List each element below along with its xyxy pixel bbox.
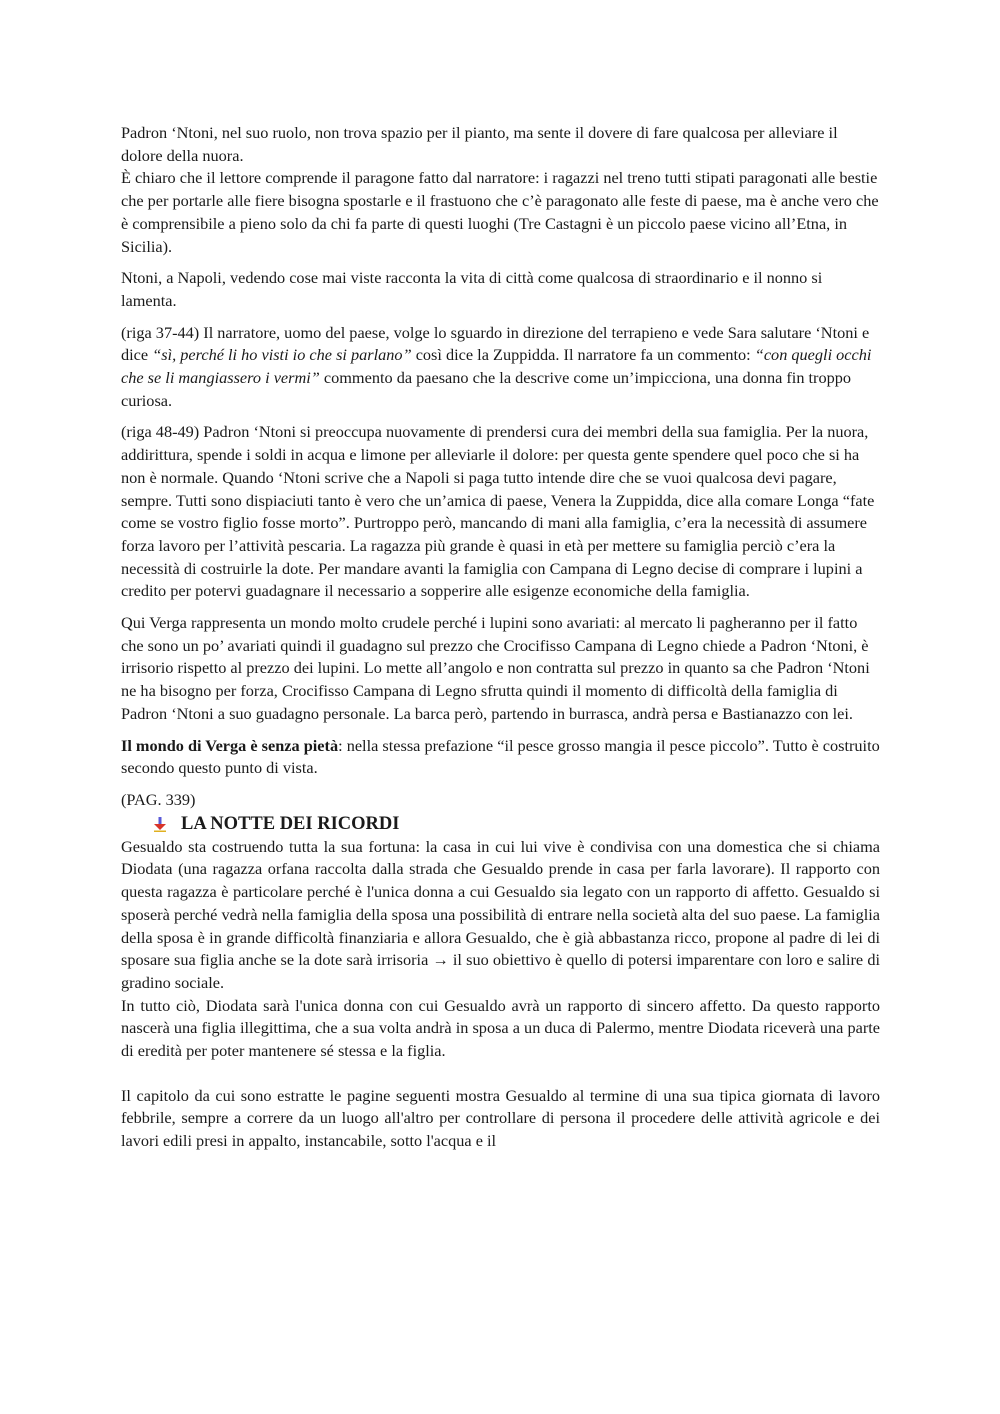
paragraph-napoli: Ntoni, a Napoli, vedendo cose mai viste racconta la vita di città come qualcosa di straordinario e il nonno si lamenta. <box>121 268 823 310</box>
paragraph-riga-48-49: (riga 48-49) Padron ‘Ntoni si preoccupa nuovamente di prendersi cura dei membri della sua famiglia. Per la nuora, addirittura, spende i soldi in acqua e limone per alleviarle il dolore: per questa gente spendere quel poco che si ha non è normale. Quando ‘Ntoni scrive che a Napoli si paga tutto intende dire che se vuoi qualcosa devi pagare, sempre. Tutti sono dispiaciuti tanto è vero che un’amica di paese, Venera la Zuppidda, dice alla comare Longa “fate come se vostro figlio fosse morto”. Purtroppo però, mancando di mani alla famiglia, c’era la necessità di assumere forza lavoro per l’attività pescaria. La ragazza più grande è quasi in età per mettere su famiglia perciò c’era la necessità di costruirle la dote. Per mandare avanti la famiglia con Campana di Legno decise di comprare i lupini a credito per potervi guadagnare il necessario a sopperire alle esigenze economiche della famiglia. <box>121 422 875 601</box>
paragraph-gesualdo-fortuna: Gesualdo sta costruendo tutta la sua fortuna: la casa in cui lui vive è condivisa con una domestica che si chiama Diodata (una ragazza orfana raccolta dalla strada che Gesualdo prende in casa per farla lavorare). Il rapporto con questa ragazza è particolare perché è l'unica donna a cui Gesualdo sia legato con un rapporto di affetto. Gesualdo si sposerà perché vedrà nella famiglia della sposa una possibilità di entrare nella società alta del suo paese. La famiglia della sposa è in grande difficoltà finanziaria e allora Gesualdo, che è già abbastanza ricco, propone al padre di lei di sposare sua figlia anche se la dote sarà irrisoria → il suo obiettivo è quello di potersi imparentare con loro e salire di gradino sociale. <box>121 836 880 992</box>
page-reference: (PAG. 339) <box>121 789 196 809</box>
arrow-down-bullet-icon <box>153 816 167 832</box>
paragraph-verga-crudele: Qui Verga rappresenta un mondo molto crudele perché i lupini sono avariati: al mercato li pagheranno per il fatto che sono un po’ avariati quindi il guadagno sul prezzo che Crocifisso Campana di Legno chiede a Padron ‘Ntoni, è irrisorio rispetto al prezzo dei lupini. Lo mette all’angolo e non contratta sul prezzo in quanto sa che Padron ‘Ntoni ne ha bisogno per forza, Crocifisso Campana di Legno sfrutta quindi il momento di difficoltà della famiglia di Padron ‘Ntoni a suo guadagno personale. La barca però, partendo in burrasca, andrà persa e Bastianazzo con lei. <box>121 613 870 723</box>
paragraph-text: commento da paesano che la descrive come un’impicciona, una donna fin troppo curiosa. <box>121 368 852 410</box>
paragraph-diodata: In tutto ciò, Diodata sarà l'unica donna con cui Gesualdo avrà un rapporto di sincero affetto. Da questo rapporto nascerà una figlia illegittima, che a sua volta andrà in sposa a un duca di Palermo, mentre Diodata riceverà una parte di eredità per poter mantenere sé stessa e la figlia. <box>121 995 880 1061</box>
paragraph-senza-pieta <box>121 735 880 780</box>
paragraph-riga-37-44 <box>121 322 880 413</box>
section-heading <box>153 812 880 836</box>
paragraph-capitolo: Il capitolo da cui sono estratte le pagine seguenti mostra Gesualdo al termine di una sua tipica giornata di lavoro febbrile, sempre a correre da un luogo all'altro per controllare di persona il procedere delle attività agricole e dei lavori edili presi in appalto, instancabile, sotto l'acqua e il <box>121 1085 880 1151</box>
quote-narratore: “con quegli occhi che se li mangiassero i vermi” <box>121 345 872 388</box>
paragraph-paragone: È chiaro che il lettore comprende il paragone fatto dal narratore: i ragazzi nel treno tutti stipati paragonati alle bestie che per portarle alle fiere bisogna spostarle e il frastuono che c’è paragonato alle feste di paese, ma è anche vero che è comprensibile a pieno solo da chi fa parte di questi luoghi (Tre Castagni è un piccolo paese vicino all’Etna, in Sicilia). <box>121 168 879 256</box>
paragraph-padron-ntoni: Padron ‘Ntoni, nel suo ruolo, non trova spazio per il pianto, ma sente il dovere di fare qualcosa per alleviare il dolore della nuora. <box>121 123 838 165</box>
bold-statement: Il mondo di Verga è senza pietà <box>121 735 339 755</box>
paragraph-text: (riga 37-44) Il narratore, uomo del paese, volge lo sguardo in direzione del terrapieno e vede Sara salutare ‘Ntoni e dice <box>121 322 870 365</box>
paragraph-text: : nella stessa prefazione “il pesce grosso mangia il pesce piccolo”. Tutto è costruito secondo questo punto di vista. <box>121 735 880 778</box>
section-title: LA NOTTE DEI RICORDI <box>181 813 400 834</box>
quote-zuppidda: “sì, perché li ho visti io che si parlano” <box>152 345 412 365</box>
paragraph-text: così dice la Zuppidda. Il narratore fa un commento: <box>411 345 755 365</box>
